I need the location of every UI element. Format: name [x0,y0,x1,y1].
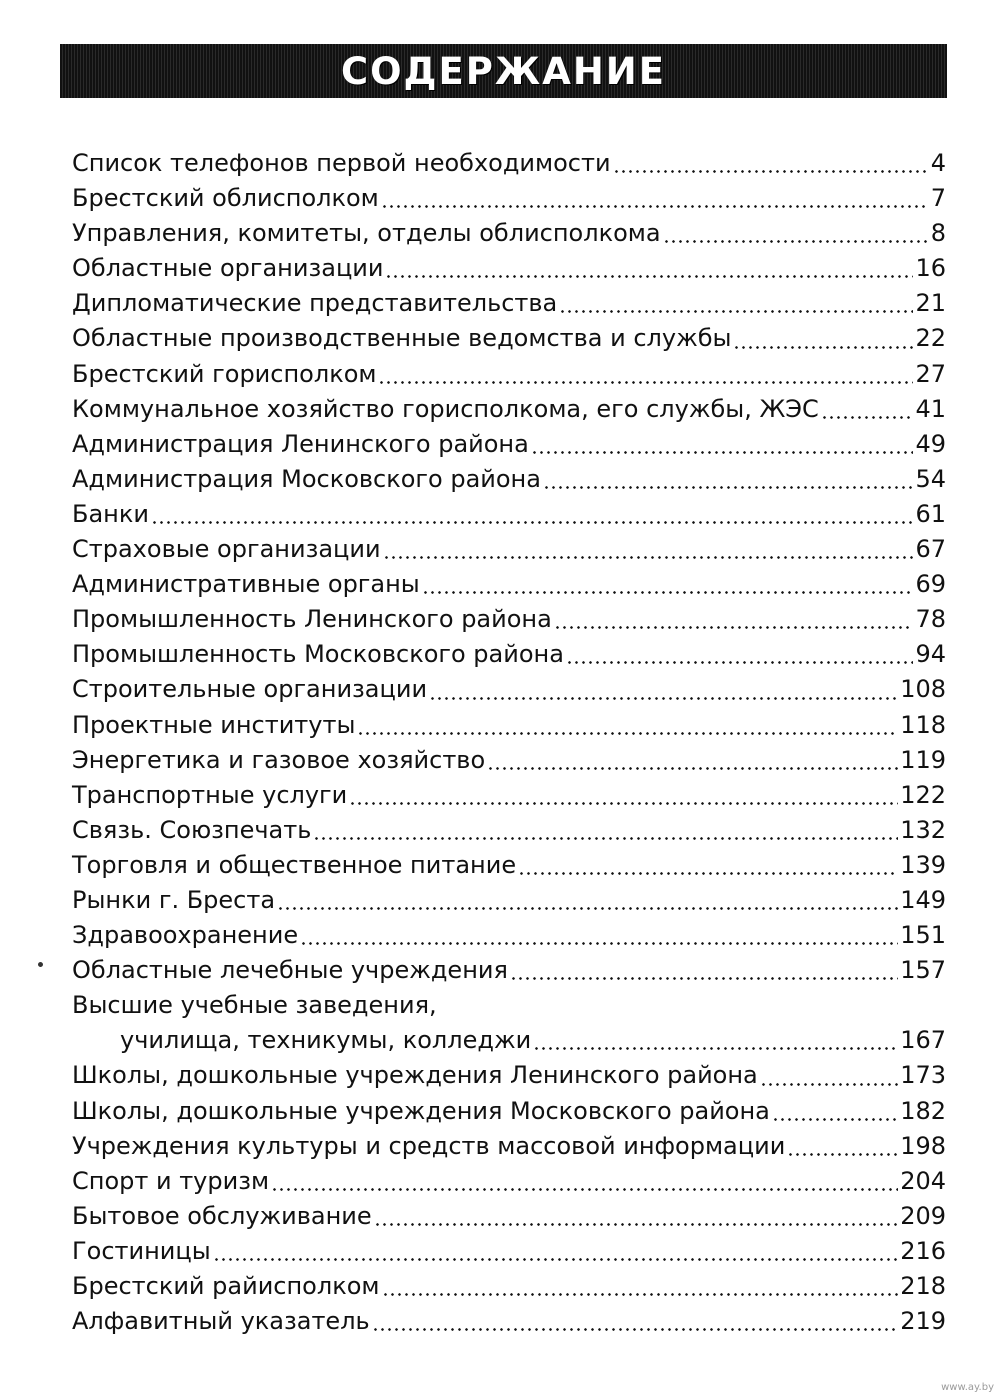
dot-leader [300,925,898,945]
toc-entry [72,357,946,392]
dot-leader [613,153,929,173]
dot-leader [374,1206,899,1226]
dot-leader [733,329,913,349]
toc-entry-title: Областные лечебные учреждения [72,956,508,985]
dot-leader [554,609,914,629]
toc-entry [72,216,946,251]
toc-entry-page: 49 [915,429,946,458]
toc-entry-page: 16 [915,254,946,283]
toc-entry-page: 149 [900,885,946,914]
toc-entry-title: Связь. Союзпечать [72,815,312,844]
toc-entry-page: 7 [930,184,946,213]
dot-leader [566,644,914,664]
dot-leader [151,504,913,524]
dot-leader [518,855,898,875]
toc-entry-page: 119 [900,745,946,774]
toc-entry [72,848,946,883]
toc-entry-title: Администрация Ленинского района [72,429,529,458]
dot-leader [663,223,929,243]
toc-entry-title: Областные организации [72,254,384,283]
dot-leader [277,890,898,910]
toc-entry-title: Промышленность Московского района [72,640,564,669]
toc-entry-title: Высшие учебные заведения, [72,991,437,1020]
toc-entry-title: Строительные организации [72,675,428,704]
toc-entry-page: 167 [900,1026,946,1055]
print-speck [37,961,44,968]
toc-entry [72,251,946,286]
toc-entry [72,497,946,532]
toc-entry [72,462,946,497]
toc-entry [72,1023,946,1058]
dot-leader [422,574,914,594]
toc-entry-title: Брестский облисполком [72,184,379,213]
toc-entry-page: 132 [900,815,946,844]
toc-entry-page: 209 [900,1201,946,1230]
toc-entry [72,321,946,356]
dot-leader [487,750,898,770]
toc-entry-title: училища, техникумы, колледжи [120,1026,532,1055]
toc-entry [72,1164,946,1199]
toc-entry-title: Список телефонов первой необходимости [72,149,611,177]
toc-entry [72,1199,946,1234]
toc-entry [72,146,946,181]
dot-leader [383,539,914,559]
toc-entry-title: Брестский горисполком [72,359,377,388]
toc-entry-page: 173 [900,1061,946,1090]
dot-leader [271,1171,898,1191]
toc-entry-title: Транспортные услуги [72,780,348,809]
toc-entry [72,181,946,216]
dot-leader [349,785,898,805]
toc-entry-page: 21 [915,289,946,318]
toc-entry-title: Школы, дошкольные учреждения Московского района [72,1096,770,1125]
dot-leader [385,258,913,278]
toc-entry-page: 182 [900,1096,946,1125]
toc-entry [72,392,946,427]
toc-entry-page: 204 [900,1166,946,1195]
dot-leader [787,1136,898,1156]
toc-entry-title: Бытовое обслуживание [72,1201,372,1230]
toc-entry-page: 61 [915,499,946,528]
toc-entry-page: 27 [915,359,946,388]
toc-entry-page: 216 [900,1236,946,1265]
toc-entry-title: Областные производственные ведомства и службы [72,324,732,353]
toc-entry [72,567,946,602]
toc-entry [72,918,946,953]
toc-entry [72,286,946,321]
toc-entry [72,883,946,918]
toc-entry-page: 69 [915,570,946,599]
toc-entry [72,672,946,707]
dot-leader [821,399,914,419]
dot-leader [382,1276,899,1296]
toc-entry-page: 218 [900,1272,946,1300]
table-of-contents [72,146,946,1339]
dot-leader [357,715,898,735]
toc-entry-page: 41 [915,394,946,423]
toc-entry [72,532,946,567]
toc-entry-page: 139 [900,850,946,879]
toc-entry [72,602,946,637]
dot-leader [760,1066,898,1086]
dot-leader [543,469,914,489]
toc-entry-page: 108 [900,675,946,704]
toc-entry-title: Алфавитный указатель [72,1307,370,1336]
toc-entry-page: 118 [900,710,946,739]
toc-entry-title: Проектные институты [72,710,356,739]
toc-entry-page: 198 [900,1131,946,1160]
toc-entry-page: 54 [915,464,946,493]
toc-entry [72,1129,946,1164]
watermark: www.ay.by [941,1382,994,1393]
dot-leader [213,1241,899,1261]
toc-entry [72,743,946,778]
toc-entry [72,953,946,988]
toc-entry-page: 122 [900,780,946,809]
dot-leader [772,1101,898,1121]
toc-entry-title: Энергетика и газовое хозяйство [72,745,486,774]
toc-entry [72,1269,946,1304]
toc-entry [72,778,946,813]
toc-entry [72,427,946,462]
toc-entry [72,813,946,848]
dot-leader [313,820,898,840]
toc-entry-page: 219 [900,1307,946,1336]
toc-entry-title: Страховые организации [72,535,381,564]
dot-leader [381,188,929,208]
toc-entry-heading [72,988,946,1023]
dot-leader [429,680,898,700]
toc-entry-page: 8 [930,219,946,248]
toc-entry [72,637,946,672]
toc-entry-page: 78 [915,605,946,634]
toc-entry-title: Торговля и общественное питание [72,850,517,879]
toc-entry-title: Спорт и туризм [72,1166,270,1195]
dot-leader [531,434,914,454]
dot-leader [372,1311,899,1331]
dot-leader [533,1030,898,1050]
toc-entry [72,1304,946,1339]
toc-entry-title: Учреждения культуры и средств массовой информации [72,1131,786,1160]
dot-leader [510,960,898,980]
toc-entry-title: Промышленность Ленинского района [72,605,552,634]
toc-entry-title: Школы, дошкольные учреждения Ленинского района [72,1061,758,1090]
toc-entry-page: 94 [915,640,946,669]
toc-entry-page: 67 [915,535,946,564]
toc-entry [72,1094,946,1129]
toc-entry-title: Административные органы [72,570,420,599]
toc-entry-page: 151 [900,921,946,950]
toc-entry-title: Брестский райисполком [72,1272,380,1300]
dot-leader [559,293,913,313]
page-title: СОДЕРЖАНИЕ [340,49,667,93]
toc-entry [72,1058,946,1093]
toc-entry [72,708,946,743]
toc-entry-title: Управления, комитеты, отделы облисполкома [72,219,661,248]
toc-entry-title: Рынки г. Бреста [72,885,276,914]
toc-entry-page: 4 [930,149,946,177]
toc-entry-title: Администрация Московского района [72,464,541,493]
toc-entry-title: Здравоохранение [72,921,299,950]
toc-entry-title: Дипломатические представительства [72,289,558,318]
toc-entry-title: Гостиницы [72,1236,211,1265]
toc-entry-page: 22 [915,324,946,353]
toc-entry-page: 157 [900,956,946,985]
toc-entry [72,1234,946,1269]
header-bar [60,44,947,98]
dot-leader [378,364,913,384]
toc-entry-title: Банки [72,499,149,528]
toc-entry-title: Коммунальное хозяйство горисполкома, его службы, ЖЭС [72,394,819,423]
